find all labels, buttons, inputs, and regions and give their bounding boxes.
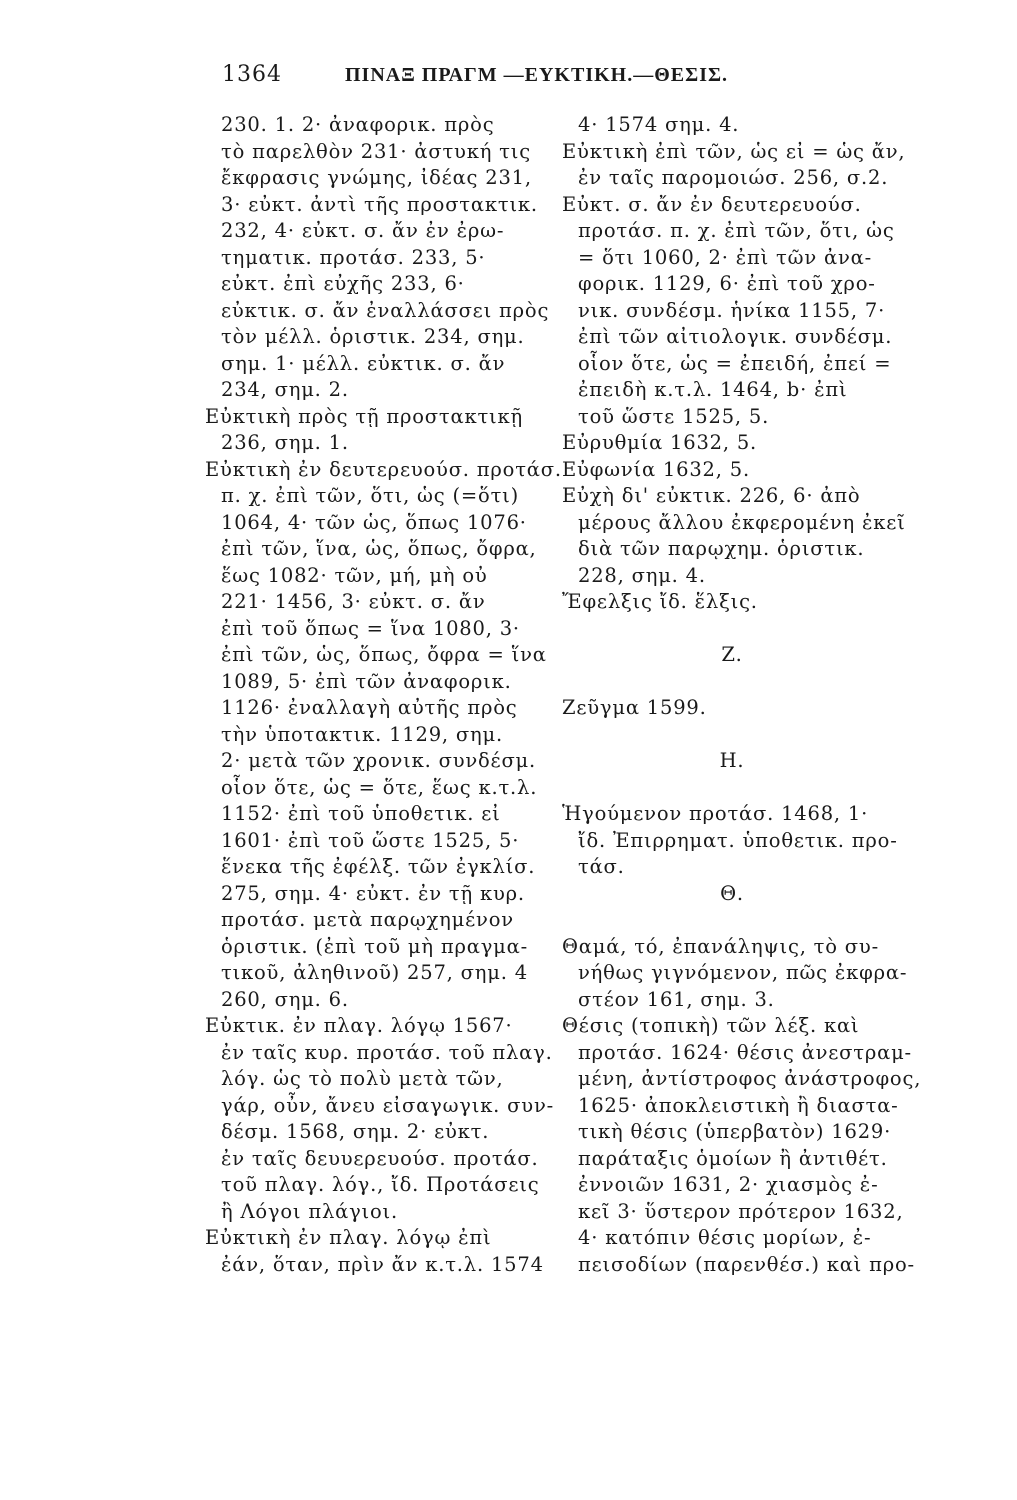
index-line: φορικ. 1129, 6· ἐπὶ τοῦ χρο- — [578, 272, 876, 295]
index-line: Εὐκτικὴ ἐν πλαγ. λόγῳ ἐπὶ — [205, 1226, 492, 1249]
index-line: 4· κατόπιν θέσις μορίων, ἐ- — [578, 1226, 872, 1249]
index-line: π. χ. ἐπὶ τῶν, ὅτι, ὡς (=ὅτι) — [221, 484, 520, 507]
index-line: προτάσ. μετὰ παρῳχημένον — [221, 908, 514, 931]
index-line: ἐπὶ τῶν αἰτιολογικ. συνδέσμ. — [578, 325, 893, 348]
index-line: ἐπὶ τῶν, ὡς, ὅπως, ὄφρα = ἵνα — [221, 643, 547, 666]
index-line: διὰ τῶν παρῳχημ. ὁριστικ. — [578, 537, 865, 560]
index-line: Εὐχὴ δι' εὐκτικ. 226, 6· ἀπὸ — [562, 484, 861, 507]
index-line: πεισοδίων (παρενθέσ.) καὶ προ- — [578, 1252, 915, 1276]
index-line: 236, σημ. 1. — [221, 431, 349, 454]
index-line: τηματικ. προτάσ. 233, 5· — [221, 245, 486, 269]
index-line: Ἔφελξις ἴδ. ἕλξις. — [562, 590, 758, 613]
spacer — [562, 907, 902, 934]
running-title: ΠΙΝΑΞ ΠΡΑΓΜ —ΕΥΚΤΙΚΗ.—ΘΕΣΙΣ. — [345, 64, 729, 86]
index-line: Εὐκτικὴ ἐν δευτερευούσ. προτάσ. — [205, 457, 562, 481]
index-line: τὸν μέλλ. ὁριστικ. 234, σημ. — [221, 325, 525, 348]
section-letter-heading: Η. — [719, 749, 745, 772]
index-line: Εὐκτ. σ. ἄν ἐν δευτερευούσ. — [562, 192, 862, 216]
index-line: τάσ. — [578, 855, 625, 878]
index-line: τὸ παρελθὸν 231· ἀστυκή τις — [221, 139, 531, 163]
index-line: 1126· ἐναλλαγὴ αὐτῆς πρὸς — [221, 696, 518, 719]
index-line: 2· μετὰ τῶν χρονικ. συνδέσμ. — [221, 749, 537, 772]
index-line: οἷον ὅτε, ὡς = ὅτε, ἕως κ.τ.λ. — [221, 775, 538, 799]
index-line: τοῦ πλαγ. λόγ., ἴδ. Προτάσεις — [221, 1173, 540, 1196]
index-line: στέον 161, σημ. 3. — [578, 987, 775, 1011]
index-line: 1064, 4· τῶν ὡς, ὅπως 1076· — [221, 510, 527, 534]
index-line: οἷον ὅτε, ὡς = ἐπειδή, ἐπεί = — [578, 351, 892, 375]
index-line: 1601· ἐπὶ τοῦ ὥστε 1525, 5· — [221, 828, 520, 852]
index-line: Εὐκτικὴ πρὸς τῇ προστακτικῇ — [205, 404, 523, 428]
index-line: ἕως 1082· τῶν, μή, μὴ οὐ — [221, 563, 488, 587]
index-line: ἐπειδὴ κ.τ.λ. 1464, b· ἐπὶ — [578, 378, 848, 401]
index-line: ἐάν, ὅταν, πρὶν ἄν κ.τ.λ. 1574 — [221, 1252, 544, 1276]
index-line: 1152· ἐπὶ τοῦ ὑποθετικ. εἰ — [221, 802, 501, 825]
spacer — [562, 775, 902, 802]
index-line: Εὐκτικὴ ἐπὶ τῶν, ὡς εἰ = ὡς ἄν, — [562, 139, 906, 163]
index-line: μένη, ἀντίστροφος ἀνάστροφος, — [578, 1067, 922, 1090]
index-line: = ὅτι 1060, 2· ἐπὶ τῶν ἀνα- — [578, 245, 872, 269]
index-line: ὁριστικ. (ἐπὶ τοῦ μὴ πραγμα- — [221, 934, 528, 958]
index-line: 275, σημ. 4· εὐκτ. ἐν τῇ κυρ. — [221, 881, 525, 905]
index-line: ἴδ. Ἐπιρρηματ. ὑποθετικ. προ- — [578, 828, 898, 852]
index-line: ἕνεκα τῆς ἐφέλξ. τῶν ἐγκλίσ. — [221, 855, 536, 878]
index-line: νήθως γιγνόμενον, πῶς ἐκφρα- — [578, 961, 908, 984]
index-line: ἔκφρασις γνώμης, ἰδέας 231, — [221, 166, 532, 189]
index-line: Ζεῦγμα 1599. — [562, 696, 707, 719]
index-line: 260, σημ. 6. — [221, 987, 349, 1011]
index-line: 234, σημ. 2. — [221, 378, 349, 401]
index-line: λόγ. ὡς τὸ πολὺ μετὰ τῶν, — [221, 1067, 504, 1090]
section-letter-heading: Θ. — [720, 881, 744, 905]
index-line: μέρους ἄλλου ἐκφερομένη ἐκεῖ — [578, 510, 906, 534]
index-line: Θέσις (τοπικὴ) τῶν λέξ. καὶ — [562, 1014, 860, 1037]
index-line: 221· 1456, 3· εὐκτ. σ. ἄν — [221, 590, 486, 613]
index-line: τοῦ ὥστε 1525, 5. — [578, 404, 770, 428]
index-line: 232, 4· εὐκτ. σ. ἄν ἐν ἐρω- — [221, 219, 505, 242]
index-line: ἢ Λόγοι πλάγιοι. — [221, 1199, 398, 1223]
index-line: 230. 1. 2· ἀναφορικ. πρὸς — [221, 113, 495, 136]
index-line: 4· 1574 σημ. 4. — [578, 113, 740, 136]
index-line: παράταξις ὁμοίων ἢ ἀντιθέτ. — [578, 1146, 888, 1170]
index-line: 3· εὐκτ. ἀντὶ τῆς προστακτικ. — [221, 192, 538, 216]
index-column-left — [205, 112, 562, 1278]
page-number: 1364 — [222, 62, 282, 87]
spacer — [562, 616, 902, 643]
spacer — [562, 722, 902, 749]
index-line: ἐπὶ τοῦ ὅπως = ἵνα 1080, 3· — [221, 616, 520, 640]
index-line: 228, σημ. 4. — [578, 563, 706, 587]
index-line: δέσμ. 1568, σημ. 2· εὐκτ. — [221, 1120, 490, 1143]
index-line: σημ. 1· μέλλ. εὐκτικ. σ. ἄν — [221, 351, 506, 375]
index-line: τικοῦ, ἀληθινοῦ) 257, σημ. 4 — [221, 961, 528, 984]
index-line: τὴν ὑποτακτικ. 1129, σημ. — [221, 722, 503, 746]
index-line: προτάσ. π. χ. ἐπὶ τῶν, ὅτι, ὡς — [578, 219, 895, 242]
index-line: Εὐρυθμία 1632, 5. — [562, 431, 758, 454]
index-line: εὐκτικ. σ. ἄν ἐναλλάσσει πρὸς — [221, 298, 550, 322]
index-line: Εὐφωνία 1632, 5. — [562, 457, 750, 481]
index-line: προτάσ. 1624· θέσις ἀνεστραμ- — [578, 1040, 912, 1064]
index-line: ἐν ταῖς δευυερευούσ. προτάσ. — [221, 1146, 539, 1170]
spacer — [562, 669, 902, 696]
index-line: ἐν ταῖς κυρ. προτάσ. τοῦ πλαγ. — [221, 1040, 553, 1064]
section-letter-heading: Ζ. — [721, 643, 743, 666]
index-line: γάρ, οὖν, ἄνευ εἰσαγωγικ. συν- — [221, 1093, 554, 1117]
index-line: νικ. συνδέσμ. ἡνίκα 1155, 7· — [578, 298, 886, 322]
index-line: ἐννοιῶν 1631, 2· χιασμὸς ἐ- — [578, 1173, 879, 1196]
index-line: ἐν ταῖς παρομοιώσ. 256, σ.2. — [578, 166, 889, 189]
index-line: ἐπὶ τῶν, ἵνα, ὡς, ὅπως, ὄφρα, — [221, 537, 537, 560]
index-line: Θαμά, τό, ἐπανάληψις, τὸ συ- — [562, 934, 879, 958]
index-line: Ἡγούμενον προτάσ. 1468, 1· — [562, 802, 869, 825]
index-line: 1625· ἀποκλειστικὴ ἢ διαστα- — [578, 1093, 899, 1117]
index-line: τικὴ θέσις (ὑπερβατὸν) 1629· — [578, 1120, 892, 1143]
index-line: κεῖ 3· ὕστερον πρότερον 1632, — [578, 1199, 904, 1223]
index-line: 1089, 5· ἐπὶ τῶν ἀναφορικ. — [221, 669, 512, 693]
index-column-right — [562, 112, 922, 1278]
index-line: Εὐκτικ. ἐν πλαγ. λόγῳ 1567· — [205, 1014, 513, 1037]
index-line: εὐκτ. ἐπὶ εὐχῆς 233, 6· — [221, 272, 465, 295]
